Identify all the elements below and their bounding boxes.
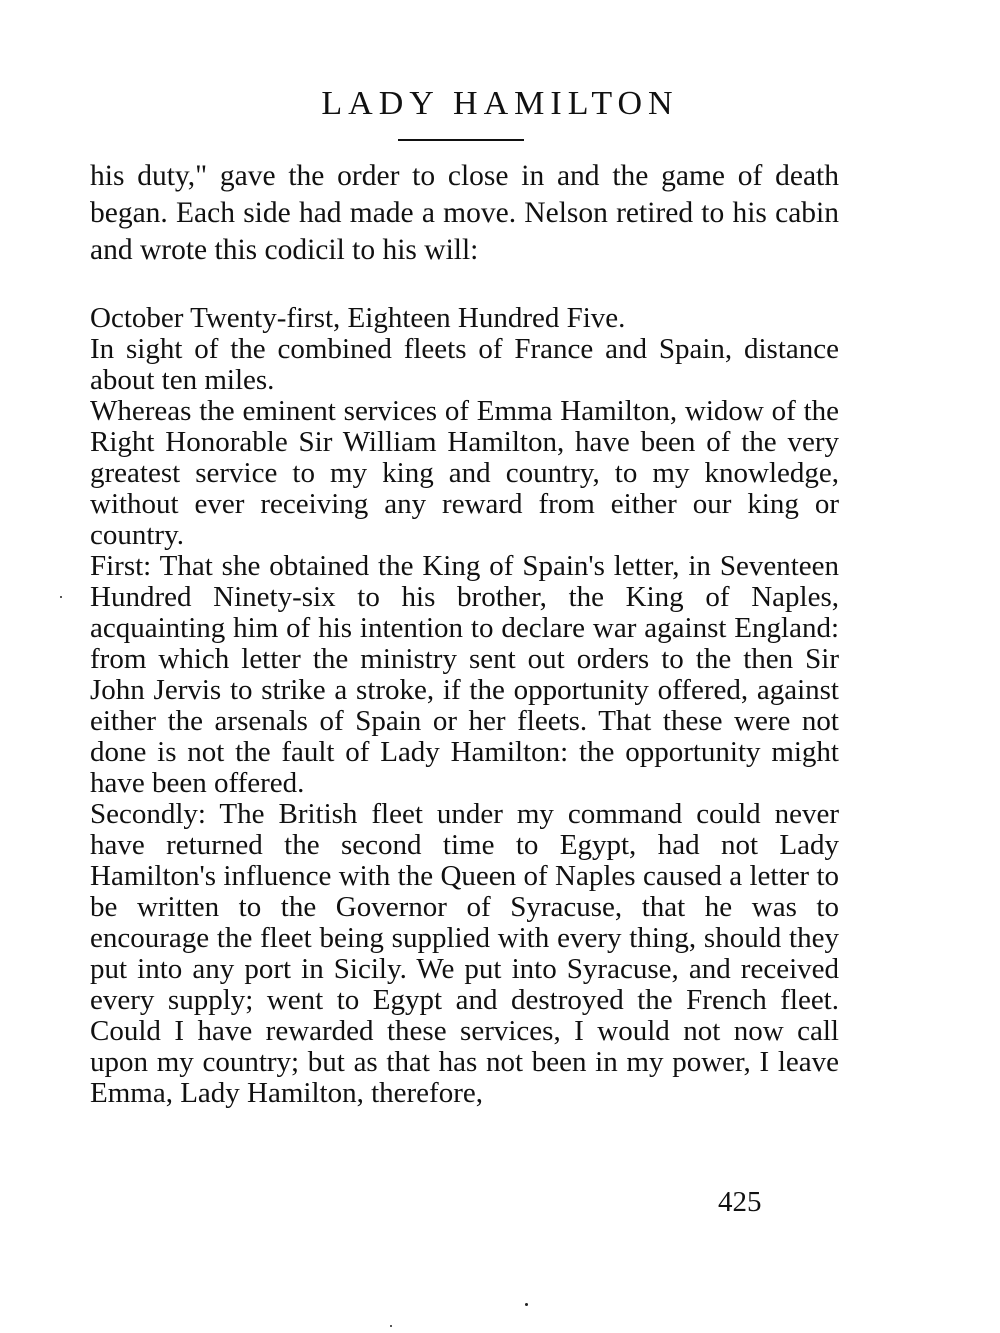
page-title: LADY HAMILTON — [321, 85, 679, 122]
opening-paragraph: his duty," gave the order to close in and the game of death began. Each side had made a move. Nelson retired to his cabin and wrote this codicil to his will: — [90, 160, 839, 266]
codicil-whereas-paragraph: Whereas the eminent services of Emma Hamilton, widow of the Right Honorable Sir William Hamilton, have been of the very greatest service to my king and country, to my knowledge, without ever receiving any reward from either our king or country. — [90, 395, 839, 551]
scan-speck — [390, 1325, 392, 1327]
codicil-first-paragraph: First: That she obtained the King of Spain's letter, in Seventeen Hundred Ninety-six to his brother, the King of Naples, acquainting him of his intention to declare war against England: from which letter the ministry sent out orders to the then Sir John Jervis to strike a stroke, if the opportunity offered, against either the arsenals of Spain or her fleets. That these were not done is not the fault of Lady Hamilton: the opportunity might have been offered. — [90, 550, 839, 799]
opening-paragraph-block — [90, 158, 839, 269]
codicil-block — [90, 303, 839, 1109]
codicil-secondly-paragraph: Secondly: The British fleet under my command could never have returned the second time to Egypt, had not Lady Hamilton's influence with the Queen of Naples caused a letter to be written to the Governor of Syracuse, that he was to encourage the fleet being supplied with every thing, should they put into any port in Sicily. We put into Syracuse, and received every supply; went to Egypt and destroyed the French fleet. Could I have rewarded these services, I would not now call upon my country; but as that has not been in my power, I leave Emma, Lady Hamilton, therefore, — [90, 798, 839, 1109]
scan-speck — [525, 1303, 528, 1306]
page-number: 425 — [718, 1186, 762, 1218]
title-divider — [398, 139, 524, 141]
codicil-date: October Twenty-first, Eighteen Hundred Five. — [90, 302, 626, 334]
codicil-location: In sight of the combined fleets of France and Spain, distance about ten miles. — [90, 333, 839, 396]
scan-speck — [60, 596, 62, 598]
